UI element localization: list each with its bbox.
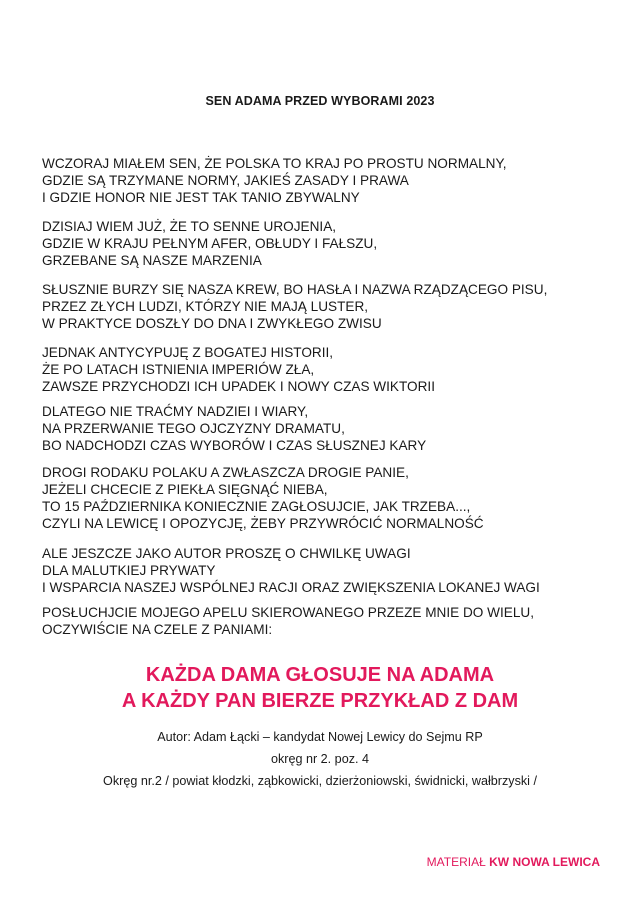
poem-line: TO 15 PAŹDZIERNIKA KONIECZNIE ZAGŁOSUJCIE, JAK TRZEBA..., (42, 499, 471, 514)
poem-line: ALE JESZCZE JAKO AUTOR PROSZĘ O CHWILKĘ UWAGI (42, 546, 411, 561)
stanza-7 (42, 545, 612, 596)
stanza-2 (42, 218, 612, 269)
poem-line: DZISIAJ WIEM JUŻ, ŻE TO SENNE UROJENIA, (42, 219, 337, 234)
district-position: okręg nr 2. poz. 4 (270, 752, 369, 766)
stanza-1 (42, 155, 612, 206)
poem-line: GDZIE W KRAJU PEŁNYM AFER, OBŁUDY I FAŁSZU, (42, 236, 378, 251)
poem-line: ŻE PO LATACH ISTNIENIA IMPERIÓW ZŁA, (42, 362, 315, 377)
poem-line: POSŁUCHJCIE MOJEGO APELU SKIEROWANEGO PRZEZE MNIE DO WIELU, (42, 605, 534, 620)
poem-line: NA PRZERWANIE TEGO OJCZYZNY DRAMATU, (42, 421, 345, 436)
poem-line: CZYLI NA LEWICĘ I OPOZYCJĘ, ŻEBY PRZYWRÓCIĆ NORMALNOŚĆ (42, 516, 484, 531)
slogan-line-1: KAŻDA DAMA GŁOSUJE NA ADAMA (145, 664, 495, 686)
poem-line: JEDNAK ANTYCYPUJĘ Z BOGATEJ HISTORII, (42, 345, 334, 360)
footer-prefix: MATERIAŁ (426, 855, 486, 869)
poem-line: GDZIE SĄ TRZYMANE NORMY, JAKIEŚ ZASADY I PRAWA (42, 173, 409, 188)
stanza-3 (42, 281, 612, 332)
footer-committee-name: KW NOWA LEWICA (489, 855, 600, 869)
poem-line: JEŻELI CHCECIE Z PIEKŁA SIĘGNĄĆ NIEBA, (42, 482, 328, 497)
stanza-6 (42, 464, 612, 532)
district-counties: Okręg nr.2 / powiat kłodzki, ząbkowicki, dzierżoniowski, świdnicki, wałbrzyski / (103, 774, 537, 788)
poem-line: PRZEZ ZŁYCH LUDZI, KTÓRZY NIE MAJĄ LUSTER, (42, 299, 369, 314)
poem-line: I WSPARCIA NASZEJ WSPÓLNEJ RACJI ORAZ ZWIĘKSZENIA LOKANEJ WAGI (42, 580, 540, 595)
poem-line: SŁUSZNIE BURZY SIĘ NASZA KREW, BO HASŁA I NAZWA RZĄDZĄCEGO PISU, (42, 282, 548, 297)
poem-line: DLATEGO NIE TRAĆMY NADZIEI I WIARY, (42, 404, 309, 419)
slogan-line-2: A KAŻDY PAN BIERZE PRZYKŁAD Z DAM (121, 690, 519, 712)
poem-line: WCZORAJ MIAŁEM SEN, ŻE POLSKA TO KRAJ PO PROSTU NORMALNY, (42, 156, 507, 171)
poem-line: DROGI RODAKU POLAKU A ZWŁASZCZA DROGIE PANIE, (42, 465, 409, 480)
stanza-5 (42, 403, 612, 454)
poem-line: GRZEBANE SĄ NASZE MARZENIA (42, 253, 262, 268)
stanza-4 (42, 344, 612, 395)
poem-line: I GDZIE HONOR NIE JEST TAK TANIO ZBYWALNY (42, 190, 360, 205)
poem-line: W PRAKTYCE DOSZŁY DO DNA I ZWYKŁEGO ZWISU (42, 316, 382, 331)
poem-line: DLA MALUTKIEJ PRYWATY (42, 563, 216, 578)
stanza-8 (42, 604, 612, 638)
poem-line: BO NADCHODZI CZAS WYBORÓW I CZAS SŁUSZNEJ KARY (42, 438, 427, 453)
poem-line: OCZYWIŚCIE NA CZELE Z PANIAMI: (42, 622, 273, 637)
publisher-footer (427, 855, 600, 869)
poem-line: ZAWSZE PRZYCHODZI ICH UPADEK I NOWY CZAS WIKTORII (42, 379, 435, 394)
author-credit: Autor: Adam Łącki – kandydat Nowej Lewicy do Sejmu RP (157, 730, 483, 744)
poem-title: SEN ADAMA PRZED WYBORAMI 2023 (205, 94, 435, 108)
